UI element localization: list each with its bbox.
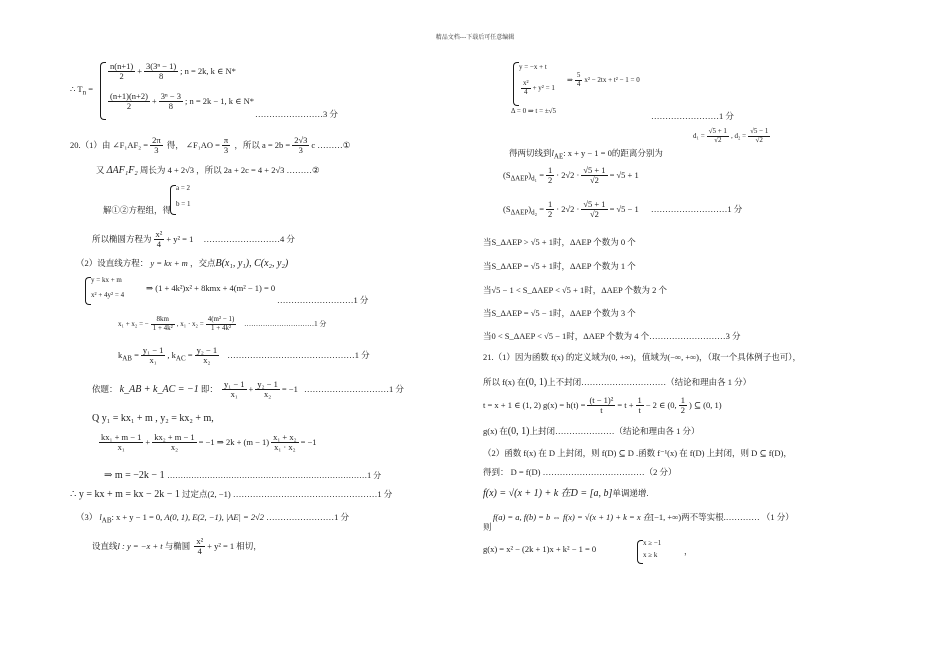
tangent-sys2: $\frac{\text{x²}}{4}$ + y² = 1 [523,79,555,96]
q21-part2-line1: （2）函数 f(x) 在 D 上封闭，则 f(D) ⊆ D .函数 f⁻¹(x) 在 f(D) 上封闭，则 D ⊆ f(D)， [483,448,792,458]
case-3: 当S_ΔAEP = √5 − 1时，ΔAEP 个数为 3 个 [483,308,636,318]
q20-condition: 依题： k_AB + k_AC = −1 即： $\frac{\text{y₁ − 1}}{\text{x₁}}$ + $\frac{\text{y₂ − 1}}{\text{x₂}}$ = −1 …………………………1 分 [92,379,404,400]
q21-cond1: x ≥ −1 [643,539,662,547]
tn-case-2: $\frac{(n+1)(n+2)}{2}$ + $\frac{\text{3ⁿ − 3}}{8}$ ; n = 2k − 1, k ∈ N* [110,91,254,112]
q20-slopes: $k_{AB}$ = $\frac{\text{y₁ − 1}}{\text{x₁}}$ , $k_{AC}$ = $\frac{\text{y₂ − 1}}{\text{x₂}}$ ………………………………………1 分 [118,345,370,366]
distance-line: 得两切线到$l_{AE}$: x + y − 1 = 0的距离分别为 [509,148,663,161]
page-header: 精品文档---下载后可任意编辑 [435,34,515,41]
q20-part3-line1: （3） $l_{AB}$: x + y − 1 = 0, A(0, 1), E(2, −1), |AE| = 2√2 ……………………1 分 [76,512,350,525]
q21-end: ， [684,546,693,556]
q21-part2-line4: f(a) = a, f(b) = b ⇔ f(x) = √(x + 1) + k = x 在[−1, +∞)两不等实根.………… （1 分） [493,512,794,522]
distance-values: d₁ = $\frac{√5 + 1}{√2}$ , d₂ = $\frac{√5 - 1}{√2}$ [693,127,769,144]
tangent-sys1: y = −x + t [519,63,547,71]
q20-sys-a: a = 2 [176,184,191,192]
case-1: 当S_ΔAEP = √5 + 1时，ΔAEP 个数为 1 个 [483,261,636,271]
q20-part3-line2: 设直线l : y = −x + t 与椭圆 $\frac{\text{x²}}{4}$ + y² = 1 相切， [92,536,262,557]
q21-part1-line3: t = x + 1 ∈ (1, 2) g(x) = h(t) = $\frac{\text{(t − 1)²}}{t}$ = t + $\frac{1}{t}$ − 2 ∈ (0, $\frac{1}{2}$ ) ⊆ (0, 1) [483,395,722,416]
q21-part2-line3: f(x) = √(x + 1) + k 在D = [a, b]单调递增. [483,488,649,499]
q20-part1-line1: 20.（1）由 ∠F₁AF₂ = $\frac{2\pi}{3}$ 得， ∠F₁AO = $\frac{\pi}{3}$ ，所以 a = 2b = $\frac{2√3}{3}$ c ………① [70,135,351,156]
q21-then: 则 [483,522,492,532]
q21-cond2: x ≥ k [643,551,658,559]
case-0: 当S_ΔAEP > √5 + 1时，ΔAEP 个数为 0 个 [483,237,636,247]
q20-vieta: x₁ + x₂ = − $\frac{8km}{\text{1 + 4k²}}$ , x₁ · x₂ = $\frac{\text{4(m² − 1)}}{\text{1 + 4k²}}$ …………………………1 分 [118,315,327,332]
q21-part1-line1: 21.（1）因为函数 f(x) 的定义域为(0, +∞)，值域为(−∞, +∞)，（取一个具体例子也可）， [483,352,802,362]
area-d2: $(S_{\Delta AEP})_{d_2}$ = $\frac{1}{2}$ · 2√2 · $\frac{√5 + 1}{√2}$ = √5 − 1 ………………………1 分 [503,199,743,220]
tangent-result: ⇒ $\frac{5}{4}$ x² − 2tx + t² − 1 = 0 [567,71,640,88]
q20-solve: 解①②方程组，得 [103,205,172,215]
q20-m-value: ⇒ m = −2k − 1 …………………………………………………………………1 分 [104,470,382,481]
q20-part1-line2: 又 ΔAF₁F₂ 周长为 4 + 2√3 ，所以 2a + 2c = 4 + 2√3 ………② [96,165,320,176]
score-line: ………………………1 分 [277,295,369,305]
q20-substitute: $\frac{\text{kx₁ + m − 1}}{\text{x₁}}$ + $\frac{\text{kx₂ + m − 1}}{\text{x₂}}$ = −1 ⇒ 2k + (m − 1) $\frac{\text{x₁ + x₂}}{\text{x₁ · x₂}}$ = −1 [101,432,317,453]
score-line: ……………………1 分 [651,111,734,121]
q20-part2-result: ⇒ (1 + 4k²)x² + 8kmx + 4(m² − 1) = 0 [146,283,276,293]
case-4: 当0 < S_ΔAEP < √5 − 1时，ΔAEP 个数为 4 个………………………3 分 [483,331,741,341]
tn-lhs: ∴ $T_n$ = [70,84,93,97]
area-d1: $(S_{\Delta AEP})_{d_1}$ = $\frac{1}{2}$ · 2√2 · $\frac{√5 + 1}{√2}$ = √5 + 1 [503,165,639,186]
q21-part2-line5: g(x) = x² − (2k + 1)x + k² − 1 = 0 [483,544,597,554]
q20-part2-sys2: x² + 4y² = 4 [91,291,125,299]
score-line: ……………………3 分 [255,109,338,119]
discriminant: Δ = 0 ⇒ t = ±√5 [511,107,557,115]
tn-case-1: $\frac{n(n+1)}{2}$ + $\frac{\text{3(3ⁿ − 1)}}{8}$ ; n = 2k, k ∈ N* [110,61,236,82]
q20-part2-sys1: y = kx + m [91,276,122,284]
q20-part2-line1: （2）设直线方程： y = kx + m ，交点B(x₁, y₁), C(x₂, y₂) [76,258,289,269]
q20-sys-b: b = 1 [176,200,191,208]
q20-fixed-point: ∴ y = kx + m = kx − 2k − 1 过定点(2, −1) ……………………………………………1 分 [70,489,393,500]
q21-part1-line2: 所以 f(x) 在(0, 1)上不封闭…………………………（结论和理由各 1 分） [483,377,752,388]
case-2: 当√5 − 1 < S_ΔAEP < √5 + 1时，ΔAEP 个数为 2 个 [483,285,668,295]
q20-because: Q y₁ = kx₁ + m , y₂ = kx₂ + m, [92,413,214,424]
q20-ellipse-line: 所以椭圆方程为 $\frac{\text{x²}}{4}$ + y² = 1 ………………………4 分 [92,229,295,250]
q21-part1-line4: g(x) 在(0, 1)上封闭…………………（结论和理由各 1 分） [483,426,700,437]
q21-part2-line2: 得到： D = f(D) ………………………………（2 分） [483,467,677,477]
